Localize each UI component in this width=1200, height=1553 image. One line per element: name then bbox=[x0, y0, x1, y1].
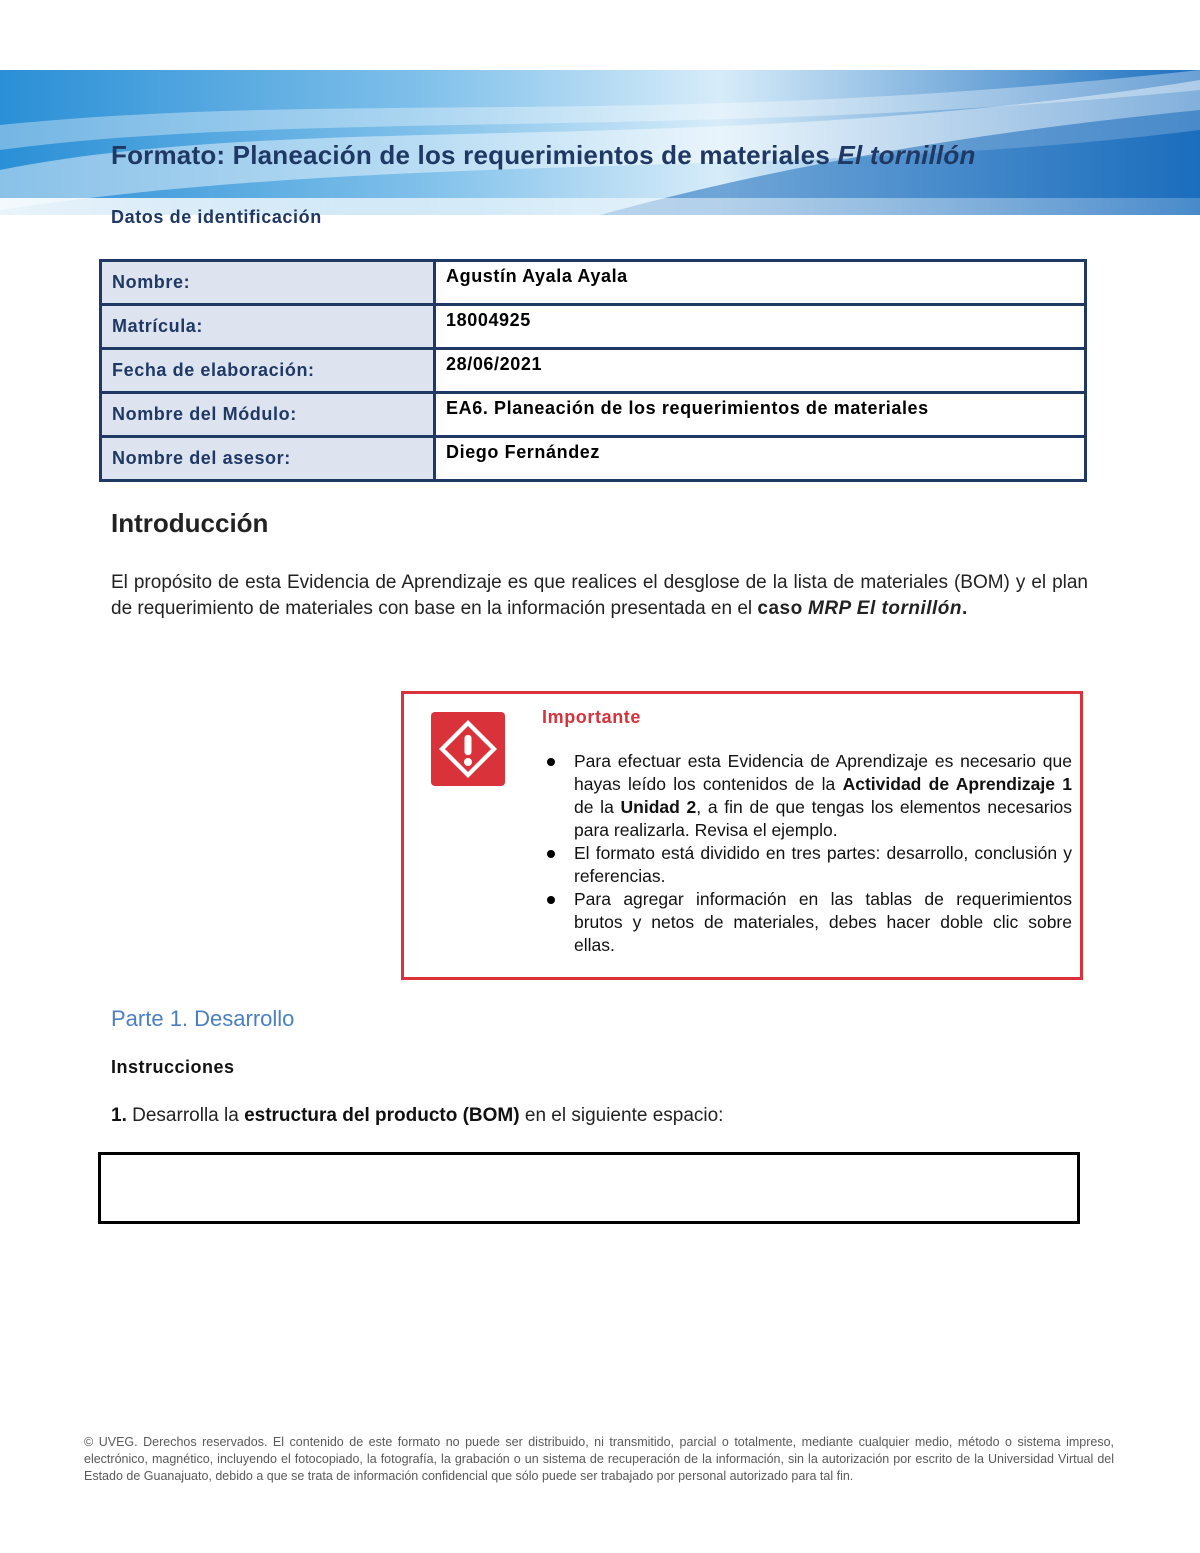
document-title-italic: El tornillón bbox=[837, 140, 976, 170]
table-row bbox=[101, 305, 1086, 349]
introduction-paragraph: El propósito de esta Evidencia de Aprendizaje es que realices el desglose de la lista de materiales (BOM) y el plan de requerimiento de materiales con base en la información presentada en el caso MRP El tornillón. bbox=[111, 572, 1088, 619]
step-1-text: 1. Desarrolla la estructura del producto (BOM) en el siguiente espacio: bbox=[111, 1105, 724, 1126]
row-label: Matrícula: bbox=[101, 305, 435, 349]
intro-bold-case: caso bbox=[757, 598, 803, 619]
list-item: Para agregar información en las tablas de requerimientos brutos y netos de materiales, debes hacer doble clic sobre ellas. bbox=[542, 888, 1072, 957]
list-item: Para efectuar esta Evidencia de Aprendizaje es necesario que hayas leído los contenidos de la Actividad de Aprendizaje 1 de la Unidad 2, a fin de que tengas los elementos necesarios para realizarla. Revisa el ejemplo. bbox=[542, 750, 1072, 842]
document-title: Formato: Planeación de los requerimientos de materiales El tornillón bbox=[111, 140, 976, 170]
advisor-value[interactable]: Diego Fernández bbox=[435, 437, 1086, 481]
row-label: Nombre: bbox=[101, 261, 435, 305]
table-row bbox=[101, 261, 1086, 305]
warning-diamond-icon bbox=[431, 712, 505, 786]
identification-section-label: Datos de identificación bbox=[111, 207, 322, 227]
identification-table bbox=[99, 259, 1087, 482]
matricula-value[interactable]: 18004925 bbox=[435, 305, 1086, 349]
row-label: Nombre del Módulo: bbox=[101, 393, 435, 437]
module-value[interactable]: EA6. Planeación de los requerimientos de materiales bbox=[435, 393, 1086, 437]
list-item: El formato está dividido en tres partes: desarrollo, conclusión y referencias. bbox=[542, 842, 1072, 888]
intro-bold-italic-case: MRP El tornillón bbox=[808, 598, 963, 619]
table-row bbox=[101, 437, 1086, 481]
part1-heading: Parte 1. Desarrollo bbox=[111, 1006, 295, 1031]
table-row bbox=[101, 349, 1086, 393]
row-label: Fecha de elaboración: bbox=[101, 349, 435, 393]
important-callout bbox=[401, 691, 1083, 980]
table-row bbox=[101, 393, 1086, 437]
important-title: Importante bbox=[542, 707, 642, 727]
date-value[interactable]: 28/06/2021 bbox=[435, 349, 1086, 393]
bom-answer-box[interactable] bbox=[98, 1152, 1080, 1224]
copyright-footer: © UVEG. Derechos reservados. El contenido de este formato no puede ser distribuido, ni transmitido, parcial o totalmente, mediante cualquier medio, método o sistema impreso, electrónico, magnético, incluyendo el fotocopiado, la fotografía, la grabación o un sistema de recuperación de la información, sin la autorización por escrito de la Universidad Virtual del Estado de Guanajuato, debido a que se trata de información confidencial que sólo puede ser trabajado por personal autorizado para tal fin. bbox=[84, 1435, 1114, 1483]
important-list bbox=[542, 750, 1072, 957]
name-value[interactable]: Agustín Ayala Ayala bbox=[435, 261, 1086, 305]
row-label: Nombre del asesor: bbox=[101, 437, 435, 481]
introduction-heading: Introducción bbox=[111, 508, 269, 538]
instructions-heading: Instrucciones bbox=[111, 1057, 235, 1077]
